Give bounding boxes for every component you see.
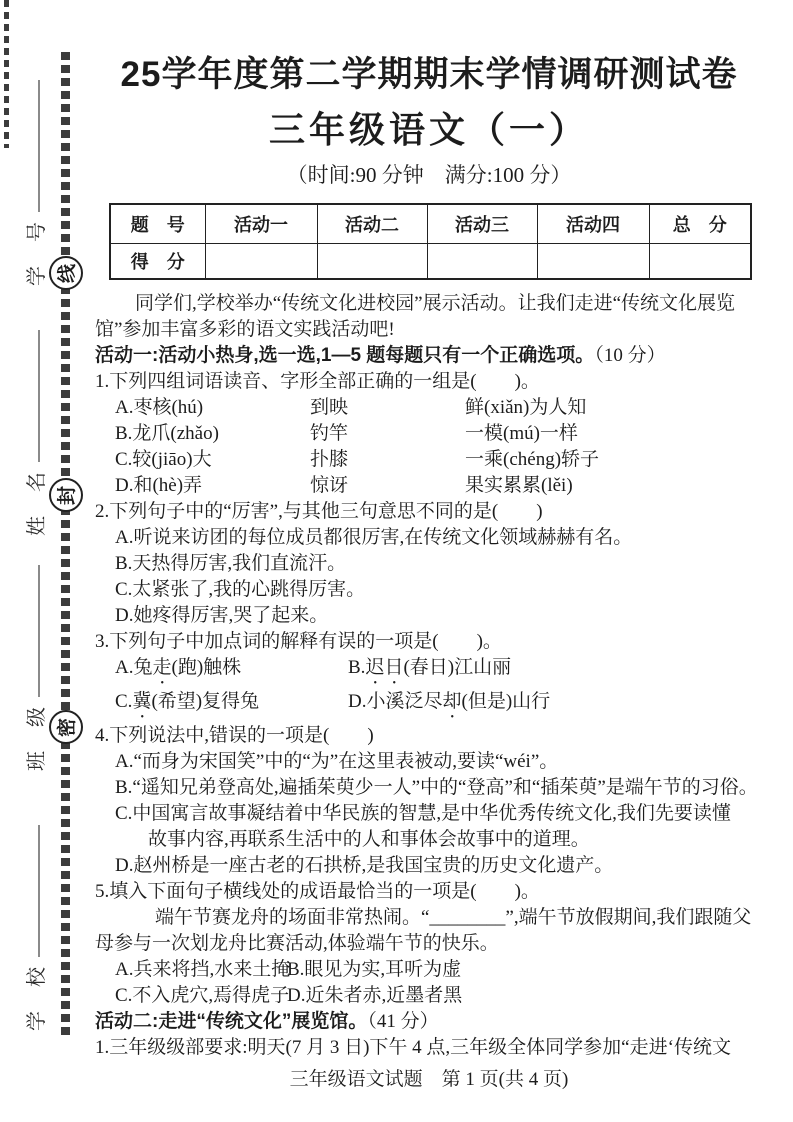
q2-option-a: A.听说来访团的每位成员都很厉害,在传统文化领域赫赫有名。 [115, 527, 633, 548]
intro-line: 同学们,学校举办“传统文化进校园”展示活动。让我们走进“传统文化展览 [135, 293, 736, 314]
q1-option-d: D.和(hè)弄 [115, 475, 203, 496]
score-header-cell: 活动一 [205, 204, 317, 244]
seal-dashed-line [61, 52, 70, 1037]
score-header-cell: 活动三 [427, 204, 537, 244]
student-id-blank-line [28, 80, 40, 212]
intro-line: 馆”参加丰富多彩的语文实践活动吧! [95, 319, 395, 340]
q5-option-a: A.兵来将挡,水来土掩 [115, 959, 291, 980]
q2-stem: 2.下列句子中的“厉害”,与其他三句意思不同的是( ) [95, 501, 543, 522]
q5-options [95, 957, 763, 1009]
q4-option-c-continued: 故事内容,再联系生活中的人和事体会故事中的道理。 [148, 829, 590, 850]
exam-title: 25学年度第二学期期末学情调研测试卷 [120, 55, 738, 94]
q1-option-b: B.龙爪(zhǎo) [115, 423, 219, 444]
score-table-header-row [110, 204, 751, 244]
q5-option-c: C.不入虎穴,焉得虎子 [115, 985, 290, 1006]
exam-body [95, 291, 763, 1093]
score-header-cell: 活动二 [317, 204, 427, 244]
name-field [19, 308, 49, 536]
q4-option-d: D.赵州桥是一座古老的石拱桥,是我国宝贵的历史文化遗产。 [115, 855, 614, 876]
score-empty-cell [205, 244, 317, 280]
exam-subtitle: 三年级语文（一） [268, 110, 589, 150]
score-table [109, 203, 752, 280]
score-empty-cell [649, 244, 751, 280]
time-score-info: （时间:90 分钟 满分:100 分） [286, 163, 572, 187]
student-id-label: 学 号 [25, 220, 48, 286]
score-empty-cell [427, 244, 537, 280]
q5-passage-line: 母参与一次划龙舟比赛活动,体验端午节的快乐。 [95, 933, 499, 954]
score-header-cell: 题 号 [110, 204, 205, 244]
q1-option-c: C.较(jiāo)大 [115, 449, 212, 470]
q1-options: A.枣核(hú) 到映 鲜(xiǎn)为人知 B.龙爪(zhǎo) 钓竿 一模(mú)一样 C.较(jiāo)大 扑膝 一乘(chéng)轿子 D.和(hè)弄 惊讶 果实累累(lěi) [95, 395, 763, 499]
score-empty-cell [537, 244, 649, 280]
q3-options [95, 655, 763, 723]
activity2-q1-line: 1.三年级级部要求:明天(7 月 3 日)下午 4 点,三年级全体同学参加“走进‘传统文 [95, 1037, 731, 1058]
q4-option-c: C.中国寓言故事凝结着中华民族的智慧,是中华优秀传统文化,我们先要读懂 [115, 803, 731, 824]
q3-stem: 3.下列句子中加点词的解释有误的一项是( )。 [95, 631, 502, 652]
seal-char-xian: 线 [49, 256, 83, 290]
seal-char-mi: 密 [49, 710, 83, 744]
class-label: 班 级 [25, 705, 48, 771]
activity2-heading: 活动二:走进“传统文化”展览馆。（41 分） [95, 1011, 439, 1032]
student-id-field [19, 68, 49, 286]
score-row-label: 得 分 [110, 244, 205, 280]
activity2-points: （41 分） [367, 1011, 439, 1032]
school-field [19, 809, 49, 1031]
score-header-cell: 总 分 [649, 204, 751, 244]
q2-option-d: D.她疼得厉害,哭了起来。 [115, 605, 329, 626]
q5-option-d: D.近朱者赤,近墨者黑 [287, 985, 463, 1006]
activity1-heading: 活动一:活动小热身,选一选,1—5 题每题只有一个正确选项。（10 分） [95, 345, 666, 366]
exam-content [95, 46, 763, 1093]
page-footer: 三年级语文试题 第 1 页(共 4 页) [289, 1069, 569, 1090]
q5-passage-line: 端午节赛龙舟的场面非常热闹。“________”,端午节放假期间,我们跟随父 [155, 907, 752, 928]
name-label: 姓 名 [25, 470, 48, 536]
class-field [19, 559, 49, 771]
activity1-points: （10 分） [594, 345, 666, 366]
q3-option-d: D.小溪泛尽却(但是)山行 [348, 691, 551, 712]
school-label: 学 校 [25, 965, 48, 1031]
q3-option-a: A.兔走(跑)触株 [115, 657, 242, 678]
q1-option-a: A.枣核(hú) [115, 397, 204, 418]
school-blank-line [28, 825, 40, 957]
q5-option-b: B.眼见为实,耳听为虚 [287, 959, 462, 980]
score-table-score-row [110, 244, 751, 280]
name-blank-line [28, 330, 40, 462]
q3-option-c: C.冀(希望)复得兔 [115, 691, 260, 712]
q4-option-a: A.“而身为宋国笑”中的“为”在这里表被动,要读“wéi”。 [115, 751, 559, 772]
page-edge-dash-line [4, 0, 9, 148]
q4-stem: 4.下列说法中,错误的一项是( ) [95, 725, 374, 746]
class-blank-line [28, 565, 40, 697]
q4-option-b: B.“遥知兄弟登高处,遍插茱萸少一人”中的“登高”和“插茱萸”是端午节的习俗。 [115, 777, 758, 798]
q2-option-c: C.太紧张了,我的心跳得厉害。 [115, 579, 366, 600]
q3-option-b: B.迟日(春日)江山丽 [348, 657, 512, 678]
q2-option-b: B.天热得厉害,我们直流汗。 [115, 553, 347, 574]
score-empty-cell [317, 244, 427, 280]
seal-char-feng: 封 [49, 478, 83, 512]
q5-stem: 5.填入下面句子横线处的成语最恰当的一项是( )。 [95, 881, 540, 902]
score-header-cell: 活动四 [537, 204, 649, 244]
q1-stem: 1.下列四组词语读音、字形全部正确的一组是( )。 [95, 371, 540, 392]
